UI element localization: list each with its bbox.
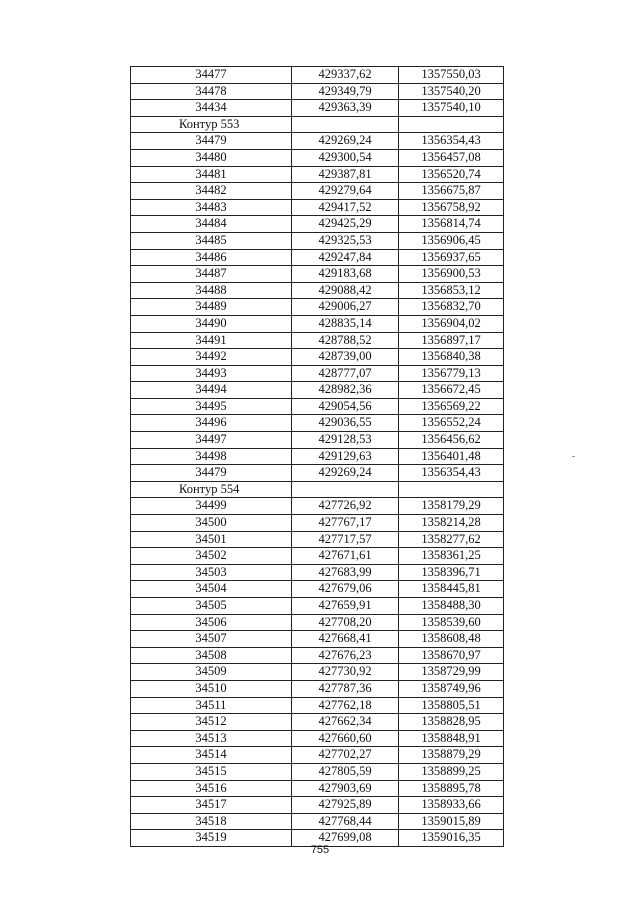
- x-coordinate-cell: 427668,41: [292, 631, 399, 648]
- table-row: [131, 67, 504, 84]
- point-id-cell: 34511: [131, 697, 292, 714]
- x-coordinate-cell: 429183,68: [292, 266, 399, 283]
- point-id-cell: 34486: [131, 249, 292, 266]
- y-coordinate-cell: 1359015,89: [399, 813, 504, 830]
- y-coordinate-cell: 1356904,02: [399, 315, 504, 332]
- table-row: [131, 315, 504, 332]
- point-id-cell: 34494: [131, 382, 292, 399]
- y-coordinate-cell: 1358848,91: [399, 730, 504, 747]
- point-id-cell: 34518: [131, 813, 292, 830]
- x-coordinate-cell: 427730,92: [292, 664, 399, 681]
- table-row: [131, 680, 504, 697]
- empty-cell: [292, 116, 399, 133]
- x-coordinate-cell: 427767,17: [292, 515, 399, 532]
- point-id-cell: 34498: [131, 448, 292, 465]
- table-row: [131, 515, 504, 532]
- point-id-cell: 34480: [131, 149, 292, 166]
- table-row: [131, 349, 504, 366]
- y-coordinate-cell: 1356906,45: [399, 232, 504, 249]
- x-coordinate-cell: 429325,53: [292, 232, 399, 249]
- x-coordinate-cell: 427671,61: [292, 548, 399, 565]
- y-coordinate-cell: 1357540,20: [399, 83, 504, 100]
- y-coordinate-cell: 1356457,08: [399, 149, 504, 166]
- contour-label: Контур 554: [131, 481, 292, 498]
- table-row: [131, 100, 504, 117]
- x-coordinate-cell: 429247,84: [292, 249, 399, 266]
- y-coordinate-cell: 1358828,95: [399, 714, 504, 731]
- x-coordinate-cell: 429054,56: [292, 398, 399, 415]
- y-coordinate-cell: 1356840,38: [399, 349, 504, 366]
- point-id-cell: 34501: [131, 531, 292, 548]
- point-id-cell: 34516: [131, 780, 292, 797]
- x-coordinate-cell: 427768,44: [292, 813, 399, 830]
- y-coordinate-cell: 1357550,03: [399, 67, 504, 84]
- table-row: [131, 83, 504, 100]
- y-coordinate-cell: 1358445,81: [399, 581, 504, 598]
- x-coordinate-cell: 427659,91: [292, 598, 399, 615]
- x-coordinate-cell: 427660,60: [292, 730, 399, 747]
- point-id-cell: 34493: [131, 365, 292, 382]
- coordinates-table: [130, 66, 504, 847]
- x-coordinate-cell: 427708,20: [292, 614, 399, 631]
- empty-cell: [399, 116, 504, 133]
- x-coordinate-cell: 429269,24: [292, 465, 399, 482]
- y-coordinate-cell: 1356401,48: [399, 448, 504, 465]
- x-coordinate-cell: 428777,07: [292, 365, 399, 382]
- point-id-cell: 34513: [131, 730, 292, 747]
- x-coordinate-cell: 427683,99: [292, 564, 399, 581]
- x-coordinate-cell: 429387,81: [292, 166, 399, 183]
- x-coordinate-cell: 427679,06: [292, 581, 399, 598]
- y-coordinate-cell: 1358879,29: [399, 747, 504, 764]
- table-row: [131, 664, 504, 681]
- y-coordinate-cell: 1356814,74: [399, 216, 504, 233]
- y-coordinate-cell: 1356456,62: [399, 432, 504, 449]
- x-coordinate-cell: 429337,62: [292, 67, 399, 84]
- contour-header-row: [131, 116, 504, 133]
- x-coordinate-cell: 427903,69: [292, 780, 399, 797]
- x-coordinate-cell: 429363,39: [292, 100, 399, 117]
- x-coordinate-cell: 427925,89: [292, 797, 399, 814]
- page-number: 755: [310, 844, 330, 856]
- table-row: [131, 797, 504, 814]
- y-coordinate-cell: 1358670,97: [399, 647, 504, 664]
- y-coordinate-cell: 1358361,25: [399, 548, 504, 565]
- x-coordinate-cell: 427805,59: [292, 763, 399, 780]
- table-row: [131, 216, 504, 233]
- y-coordinate-cell: 1356897,17: [399, 332, 504, 349]
- table-row: [131, 448, 504, 465]
- table-row: [131, 780, 504, 797]
- y-coordinate-cell: 1358214,28: [399, 515, 504, 532]
- table-row: [131, 183, 504, 200]
- x-coordinate-cell: 429279,64: [292, 183, 399, 200]
- x-coordinate-cell: 428982,36: [292, 382, 399, 399]
- point-id-cell: 34503: [131, 564, 292, 581]
- y-coordinate-cell: 1356552,24: [399, 415, 504, 432]
- y-coordinate-cell: 1356853,12: [399, 282, 504, 299]
- table-row: [131, 631, 504, 648]
- point-id-cell: 34488: [131, 282, 292, 299]
- table-row: [131, 714, 504, 731]
- table-row: [131, 266, 504, 283]
- x-coordinate-cell: 429417,52: [292, 199, 399, 216]
- y-coordinate-cell: 1356672,45: [399, 382, 504, 399]
- point-id-cell: 34479: [131, 133, 292, 150]
- y-coordinate-cell: 1358749,96: [399, 680, 504, 697]
- x-coordinate-cell: 427699,08: [292, 830, 399, 847]
- empty-cell: [399, 481, 504, 498]
- x-coordinate-cell: 429088,42: [292, 282, 399, 299]
- x-coordinate-cell: 429349,79: [292, 83, 399, 100]
- point-id-cell: 34477: [131, 67, 292, 84]
- y-coordinate-cell: 1356520,74: [399, 166, 504, 183]
- table-row: [131, 432, 504, 449]
- point-id-cell: 34512: [131, 714, 292, 731]
- x-coordinate-cell: 429129,63: [292, 448, 399, 465]
- empty-cell: [292, 481, 399, 498]
- y-coordinate-cell: 1358933,66: [399, 797, 504, 814]
- y-coordinate-cell: 1356354,43: [399, 465, 504, 482]
- point-id-cell: 34507: [131, 631, 292, 648]
- y-coordinate-cell: 1356758,92: [399, 199, 504, 216]
- point-id-cell: 34499: [131, 498, 292, 515]
- x-coordinate-cell: 429425,29: [292, 216, 399, 233]
- x-coordinate-cell: 429300,54: [292, 149, 399, 166]
- table-row: [131, 763, 504, 780]
- x-coordinate-cell: 429036,55: [292, 415, 399, 432]
- y-coordinate-cell: 1358179,29: [399, 498, 504, 515]
- table-row: [131, 581, 504, 598]
- point-id-cell: 34505: [131, 598, 292, 615]
- y-coordinate-cell: 1358277,62: [399, 531, 504, 548]
- point-id-cell: 34491: [131, 332, 292, 349]
- table-row: [131, 813, 504, 830]
- point-id-cell: 34434: [131, 100, 292, 117]
- table-row: [131, 415, 504, 432]
- x-coordinate-cell: 428788,52: [292, 332, 399, 349]
- x-coordinate-cell: 427787,36: [292, 680, 399, 697]
- table-row: [131, 697, 504, 714]
- y-coordinate-cell: 1356779,13: [399, 365, 504, 382]
- x-coordinate-cell: 427717,57: [292, 531, 399, 548]
- point-id-cell: 34478: [131, 83, 292, 100]
- x-coordinate-cell: 427676,23: [292, 647, 399, 664]
- x-coordinate-cell: 427702,27: [292, 747, 399, 764]
- table-row: [131, 382, 504, 399]
- contour-label: Контур 553: [131, 116, 292, 133]
- table-row: [131, 747, 504, 764]
- coordinates-table-body: [131, 67, 504, 847]
- y-coordinate-cell: 1356354,43: [399, 133, 504, 150]
- table-row: [131, 166, 504, 183]
- scan-speck: [572, 456, 575, 457]
- table-row: [131, 299, 504, 316]
- point-id-cell: 34483: [131, 199, 292, 216]
- y-coordinate-cell: 1358729,99: [399, 664, 504, 681]
- x-coordinate-cell: 429128,53: [292, 432, 399, 449]
- y-coordinate-cell: 1358488,30: [399, 598, 504, 615]
- x-coordinate-cell: 427662,34: [292, 714, 399, 731]
- table-row: [131, 398, 504, 415]
- y-coordinate-cell: 1356832,70: [399, 299, 504, 316]
- table-row: [131, 199, 504, 216]
- y-coordinate-cell: 1356937,65: [399, 249, 504, 266]
- point-id-cell: 34490: [131, 315, 292, 332]
- table-row: [131, 647, 504, 664]
- point-id-cell: 34482: [131, 183, 292, 200]
- y-coordinate-cell: 1358899,25: [399, 763, 504, 780]
- x-coordinate-cell: 429269,24: [292, 133, 399, 150]
- table-row: [131, 249, 504, 266]
- point-id-cell: 34510: [131, 680, 292, 697]
- point-id-cell: 34514: [131, 747, 292, 764]
- table-row: [131, 614, 504, 631]
- point-id-cell: 34487: [131, 266, 292, 283]
- table-row: [131, 548, 504, 565]
- point-id-cell: 34509: [131, 664, 292, 681]
- table-row: [131, 465, 504, 482]
- table-row: [131, 149, 504, 166]
- contour-header-row: [131, 481, 504, 498]
- point-id-cell: 34515: [131, 763, 292, 780]
- y-coordinate-cell: 1357540,10: [399, 100, 504, 117]
- y-coordinate-cell: 1356675,87: [399, 183, 504, 200]
- point-id-cell: 34517: [131, 797, 292, 814]
- table-row: [131, 365, 504, 382]
- y-coordinate-cell: 1358895,78: [399, 780, 504, 797]
- x-coordinate-cell: 428835,14: [292, 315, 399, 332]
- table-row: [131, 531, 504, 548]
- point-id-cell: 34492: [131, 349, 292, 366]
- x-coordinate-cell: 428739,00: [292, 349, 399, 366]
- y-coordinate-cell: 1358608,48: [399, 631, 504, 648]
- point-id-cell: 34504: [131, 581, 292, 598]
- point-id-cell: 34484: [131, 216, 292, 233]
- x-coordinate-cell: 427726,92: [292, 498, 399, 515]
- table-row: [131, 564, 504, 581]
- table-row: [131, 133, 504, 150]
- point-id-cell: 34489: [131, 299, 292, 316]
- table-row: [131, 282, 504, 299]
- y-coordinate-cell: 1358539,60: [399, 614, 504, 631]
- point-id-cell: 34508: [131, 647, 292, 664]
- y-coordinate-cell: 1356900,53: [399, 266, 504, 283]
- table-row: [131, 332, 504, 349]
- y-coordinate-cell: 1359016,35: [399, 830, 504, 847]
- y-coordinate-cell: 1358396,71: [399, 564, 504, 581]
- point-id-cell: 34481: [131, 166, 292, 183]
- point-id-cell: 34506: [131, 614, 292, 631]
- point-id-cell: 34500: [131, 515, 292, 532]
- point-id-cell: 34496: [131, 415, 292, 432]
- point-id-cell: 34519: [131, 830, 292, 847]
- point-id-cell: 34485: [131, 232, 292, 249]
- y-coordinate-cell: 1358805,51: [399, 697, 504, 714]
- table-row: [131, 232, 504, 249]
- table-row: [131, 730, 504, 747]
- x-coordinate-cell: 429006,27: [292, 299, 399, 316]
- table-row: [131, 498, 504, 515]
- point-id-cell: 34497: [131, 432, 292, 449]
- x-coordinate-cell: 427762,18: [292, 697, 399, 714]
- table-row: [131, 598, 504, 615]
- y-coordinate-cell: 1356569,22: [399, 398, 504, 415]
- point-id-cell: 34479: [131, 465, 292, 482]
- point-id-cell: 34495: [131, 398, 292, 415]
- point-id-cell: 34502: [131, 548, 292, 565]
